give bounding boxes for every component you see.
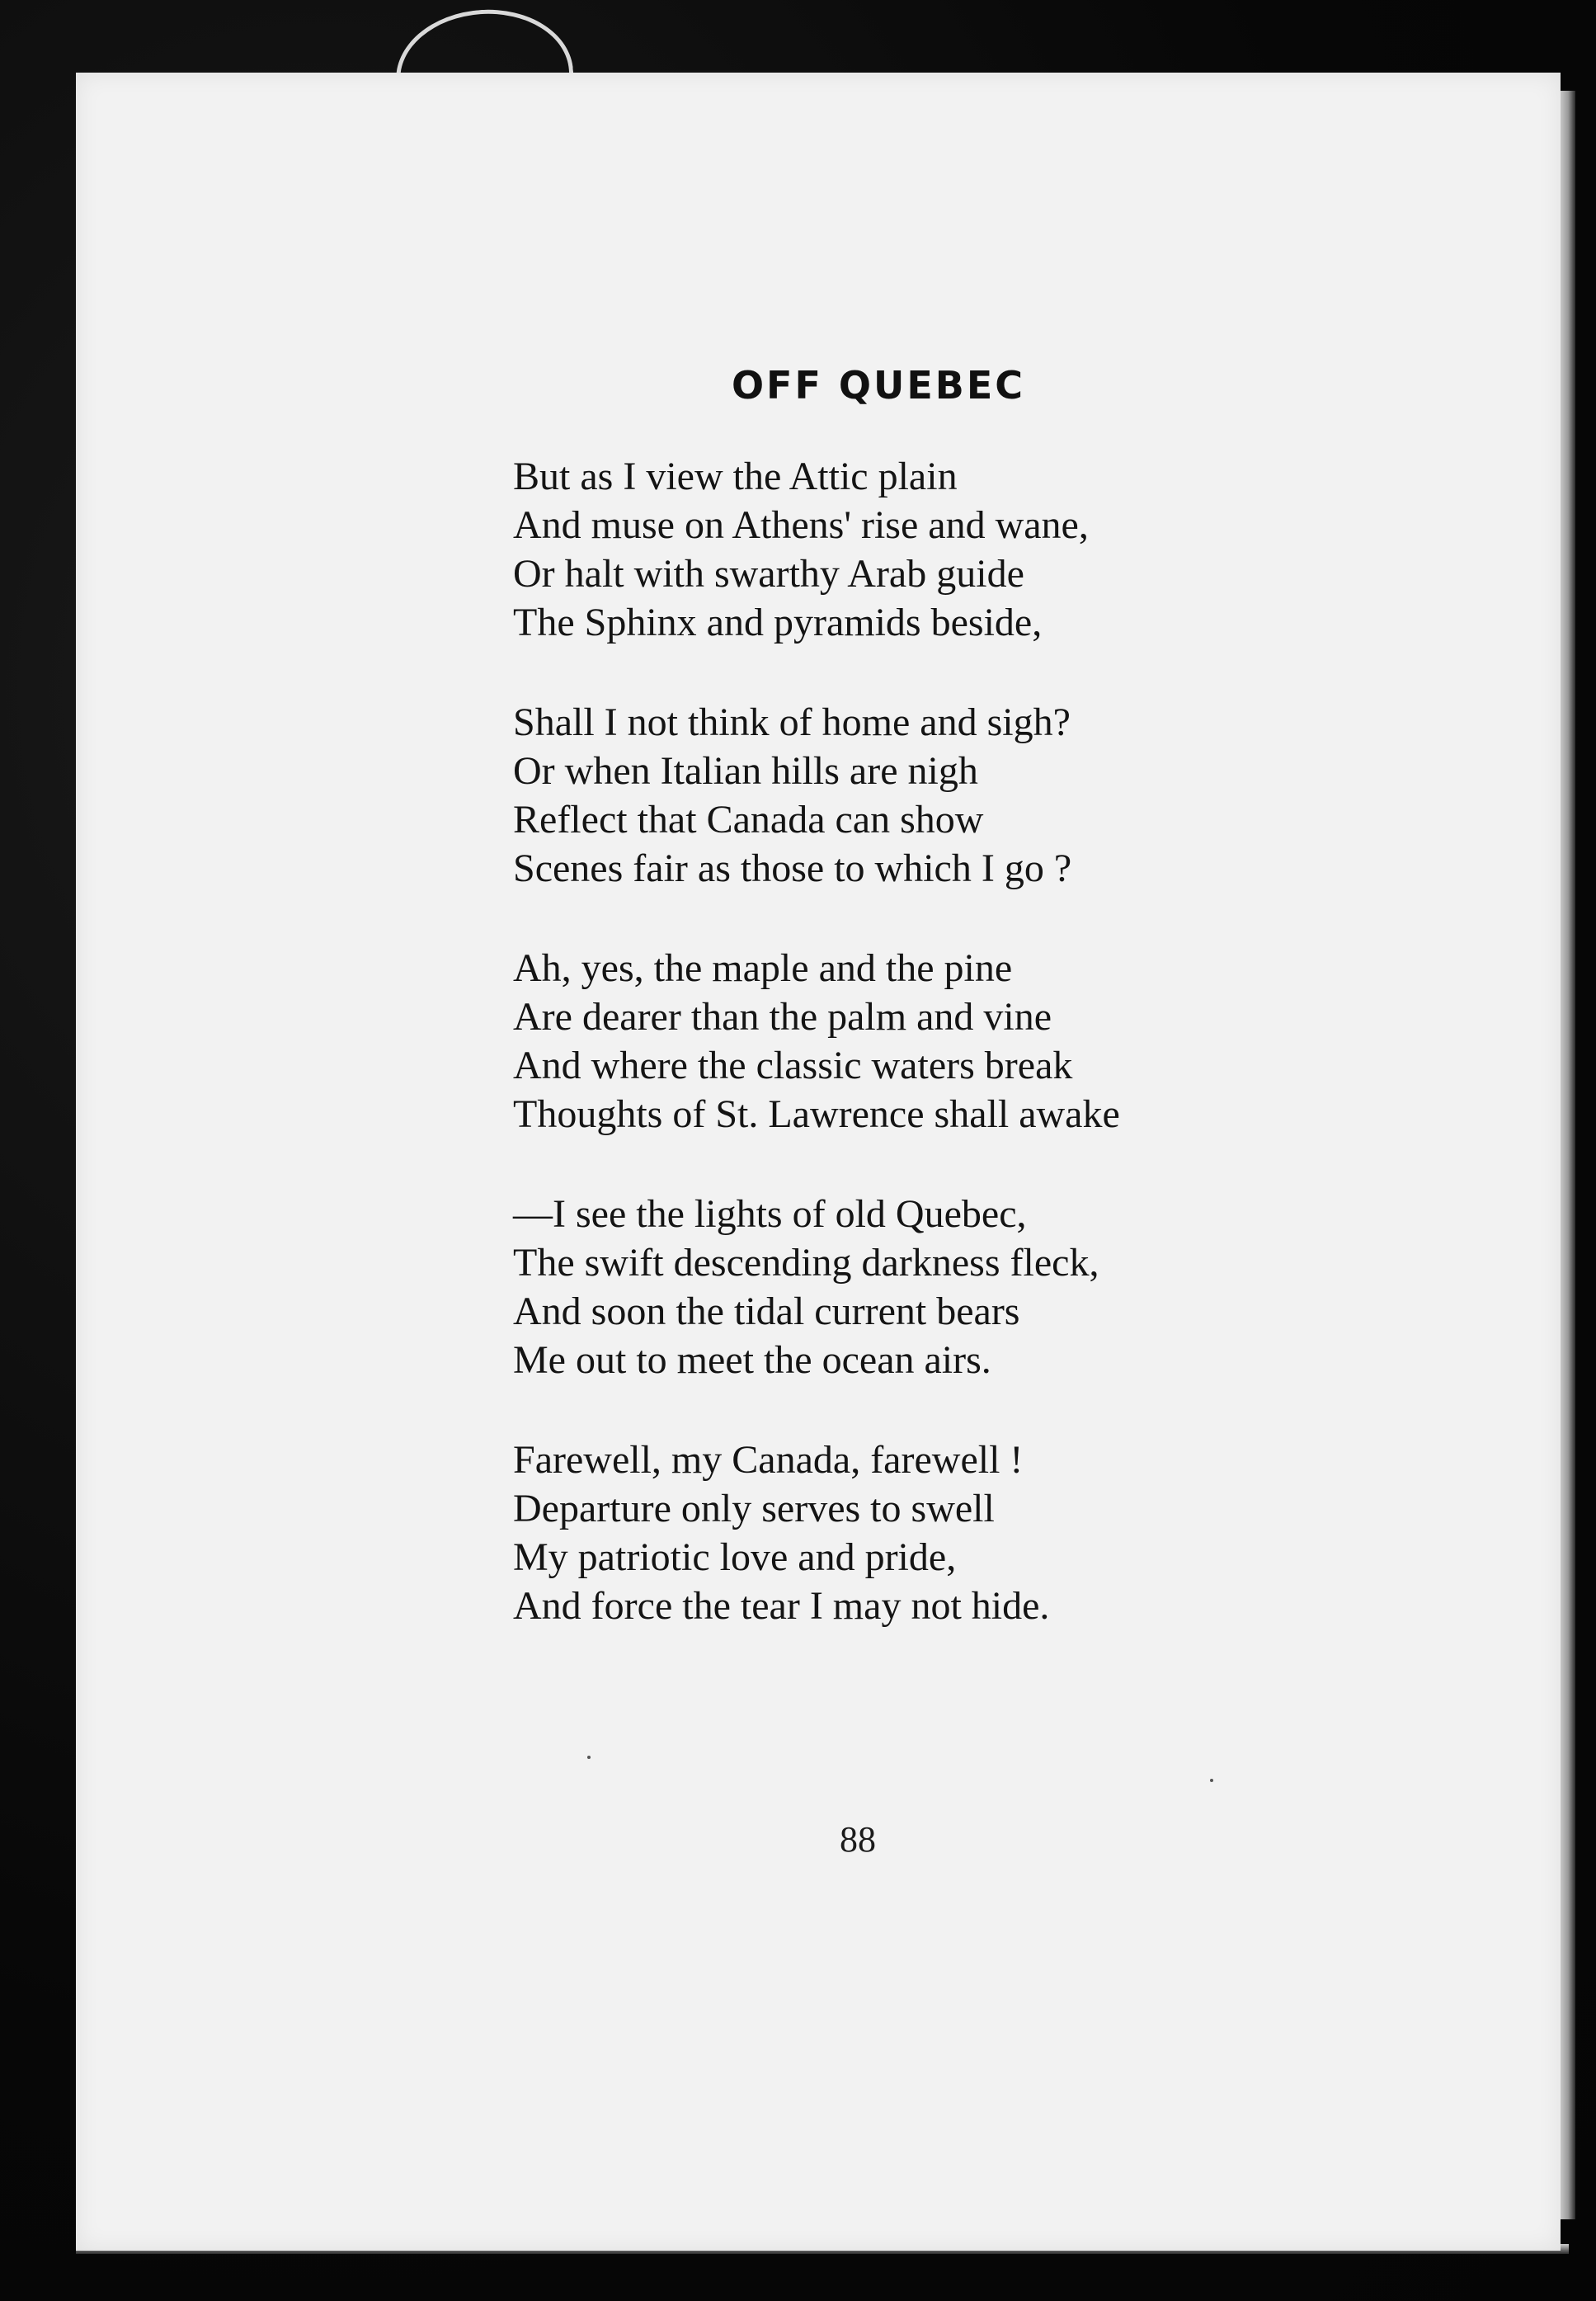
poem-line: Shall I not think of home and sigh? xyxy=(513,700,1071,744)
poem-line: The Sphinx and pyramids beside, xyxy=(513,601,1043,644)
poem xyxy=(513,452,1338,1681)
poem-line: My patriotic love and pride, xyxy=(513,1535,957,1579)
page-title: OFF QUEBEC xyxy=(731,363,1026,408)
poem-line: The swift descending darkness fleck, xyxy=(513,1241,1099,1285)
poem-line: And force the tear I may not hide. xyxy=(513,1584,1050,1628)
poem-line: Are dearer than the palm and vine xyxy=(513,995,1052,1039)
poem-line: Thoughts of St. Lawrence shall awake xyxy=(513,1092,1120,1136)
poem-line: Me out to meet the ocean airs. xyxy=(513,1338,991,1382)
page-number: 88 xyxy=(840,1819,876,1860)
poem-line: —I see the lights of old Quebec, xyxy=(513,1192,1027,1236)
paper-speck xyxy=(587,1756,591,1759)
poem-line: And muse on Athens' rise and wane, xyxy=(513,503,1089,547)
poem-line: But as I view the Attic plain xyxy=(513,455,958,498)
poem-line: Ah, yes, the maple and the pine xyxy=(513,946,1013,990)
paper-speck xyxy=(1210,1779,1213,1782)
stanza xyxy=(513,1190,1338,1384)
poem-line: Or when Italian hills are nigh xyxy=(513,749,978,793)
poem-line: And where the classic waters break xyxy=(513,1044,1073,1087)
stanza xyxy=(513,1436,1338,1630)
poem-line: Reflect that Canada can show xyxy=(513,798,984,842)
poem-line: Scenes fair as those to which I go ? xyxy=(513,846,1072,890)
stanza xyxy=(513,944,1338,1139)
poem-line: Departure only serves to swell xyxy=(513,1487,995,1530)
poem-line: Farewell, my Canada, farewell ! xyxy=(513,1438,1024,1482)
stanza xyxy=(513,698,1338,893)
poem-line: And soon the tidal current bears xyxy=(513,1290,1020,1333)
stanza xyxy=(513,452,1338,647)
poem-line: Or halt with swarthy Arab guide xyxy=(513,552,1024,596)
